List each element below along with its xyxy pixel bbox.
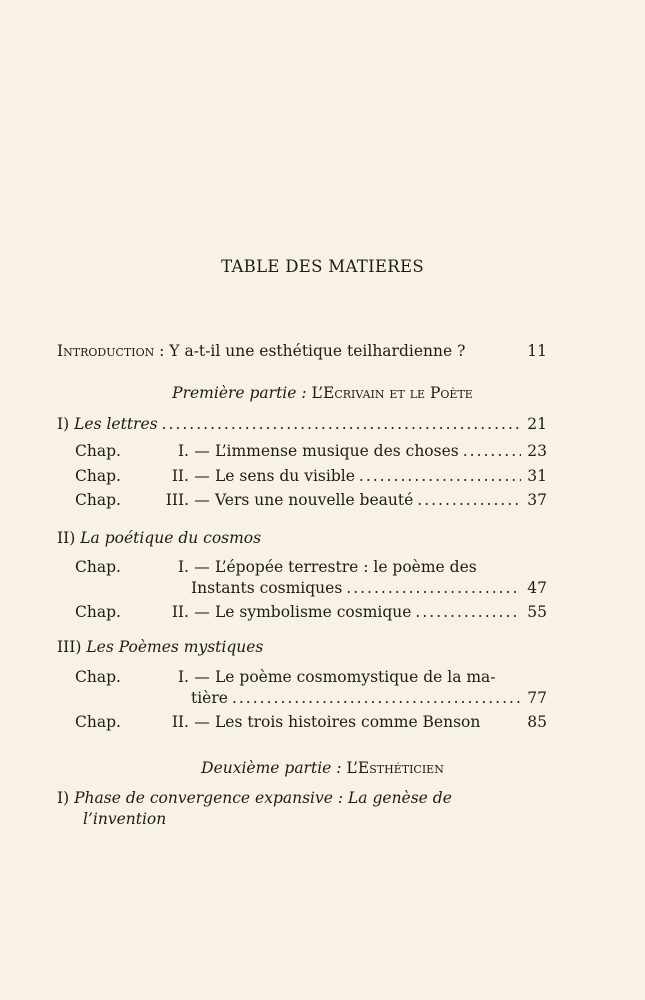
section-title: La poétique du cosmos bbox=[80, 529, 262, 547]
toc-chapter-entry bbox=[75, 713, 547, 731]
part-one-title: L’Ecrivain et le Poète bbox=[311, 384, 473, 402]
section-title: Phase de convergence expansive : La genèse de bbox=[74, 789, 452, 807]
section-number: II) bbox=[57, 529, 76, 547]
chapter-page: 23 bbox=[527, 442, 547, 460]
chapter-number: II. bbox=[171, 467, 189, 485]
chapter-page: 31 bbox=[527, 467, 547, 485]
leader-dots bbox=[415, 603, 521, 621]
chapter-label: Chap. bbox=[75, 467, 121, 485]
chapter-page: 55 bbox=[527, 603, 547, 621]
toc-chapter-entry bbox=[75, 603, 547, 621]
part-one-label: Première partie : bbox=[172, 384, 307, 402]
section-title: Les lettres bbox=[74, 415, 158, 433]
chapter-dash: — bbox=[194, 491, 210, 509]
chapter-number: I. bbox=[177, 442, 189, 460]
toc-chapter-continuation bbox=[191, 579, 547, 597]
toc-chapter-entry bbox=[75, 668, 547, 686]
leader-dots bbox=[232, 689, 521, 707]
chapter-title: Le poème cosmomystique de la ma- bbox=[215, 668, 496, 686]
part-two-title: L’Esthéticien bbox=[346, 759, 444, 777]
toc-chapter-entry bbox=[75, 558, 547, 576]
chapter-title: L’immense musique des choses bbox=[215, 442, 459, 460]
chapter-number: III. bbox=[165, 491, 189, 509]
chapter-page: 37 bbox=[527, 491, 547, 509]
toc-chapter-entry bbox=[75, 467, 547, 485]
leader-dots bbox=[463, 442, 521, 460]
toc-section-poemes-mystiques bbox=[57, 638, 547, 656]
toc-chapter-continuation bbox=[191, 689, 547, 707]
part-two-label: Deuxième partie : bbox=[201, 759, 342, 777]
chapter-page: 77 bbox=[527, 689, 547, 707]
chapter-dash: — bbox=[194, 442, 210, 460]
chapter-label: Chap. bbox=[75, 491, 121, 509]
chapter-dash: — bbox=[194, 603, 210, 621]
chapter-number: II. bbox=[171, 603, 189, 621]
section-number: III) bbox=[57, 638, 82, 656]
chapter-dash: — bbox=[194, 668, 210, 686]
part-one-heading bbox=[0, 384, 645, 402]
section-number: I) bbox=[57, 789, 70, 807]
chapter-title: L’épopée terrestre : le poème des bbox=[215, 558, 477, 576]
chapter-title: Vers une nouvelle beauté bbox=[215, 491, 414, 509]
leader-dots bbox=[417, 491, 521, 509]
intro-page: 11 bbox=[527, 342, 547, 360]
toc-chapter-entry bbox=[75, 491, 547, 509]
chapter-title: Le sens du visible bbox=[215, 467, 355, 485]
chapter-title: Les trois histoires comme Benson bbox=[215, 713, 481, 731]
leader-dots bbox=[162, 415, 521, 433]
intro-title: Y a-t-il une esthétique teilhardienne ? bbox=[169, 342, 466, 360]
chapter-title: Le symbolisme cosmique bbox=[215, 603, 412, 621]
leader-dots bbox=[359, 467, 521, 485]
section-title: Les Poèmes mystiques bbox=[86, 638, 264, 656]
intro-separator: : bbox=[154, 342, 170, 360]
leader-dots bbox=[346, 579, 521, 597]
chapter-label: Chap. bbox=[75, 603, 121, 621]
chapter-dash: — bbox=[194, 467, 210, 485]
chapter-dash: — bbox=[194, 713, 210, 731]
chapter-label: Chap. bbox=[75, 558, 121, 576]
chapter-label: Chap. bbox=[75, 442, 121, 460]
toc-section-poetique-cosmos bbox=[57, 529, 547, 547]
chapter-dash: — bbox=[194, 558, 210, 576]
intro-label: Introduction bbox=[57, 342, 155, 360]
chapter-number: I. bbox=[177, 558, 189, 576]
chapter-title-continued: Instants cosmiques bbox=[191, 579, 343, 597]
section-page: 21 bbox=[527, 415, 547, 433]
toc-section-les-lettres bbox=[57, 415, 547, 433]
chapter-number: II. bbox=[171, 713, 189, 731]
chapter-label: Chap. bbox=[75, 668, 121, 686]
page-title: TABLE DES MATIERES bbox=[221, 257, 424, 276]
toc-chapter-entry bbox=[75, 442, 547, 460]
chapter-page: 85 bbox=[527, 713, 547, 731]
chapter-title-continued: tière bbox=[191, 689, 228, 707]
toc-entry-introduction bbox=[57, 342, 547, 360]
chapter-page: 47 bbox=[527, 579, 547, 597]
part-two-heading bbox=[0, 759, 645, 777]
section-title-continued: l’invention bbox=[83, 810, 167, 828]
section-number: I) bbox=[57, 415, 70, 433]
chapter-number: I. bbox=[177, 668, 189, 686]
chapter-label: Chap. bbox=[75, 713, 121, 731]
toc-section-phase-convergence bbox=[57, 789, 547, 807]
